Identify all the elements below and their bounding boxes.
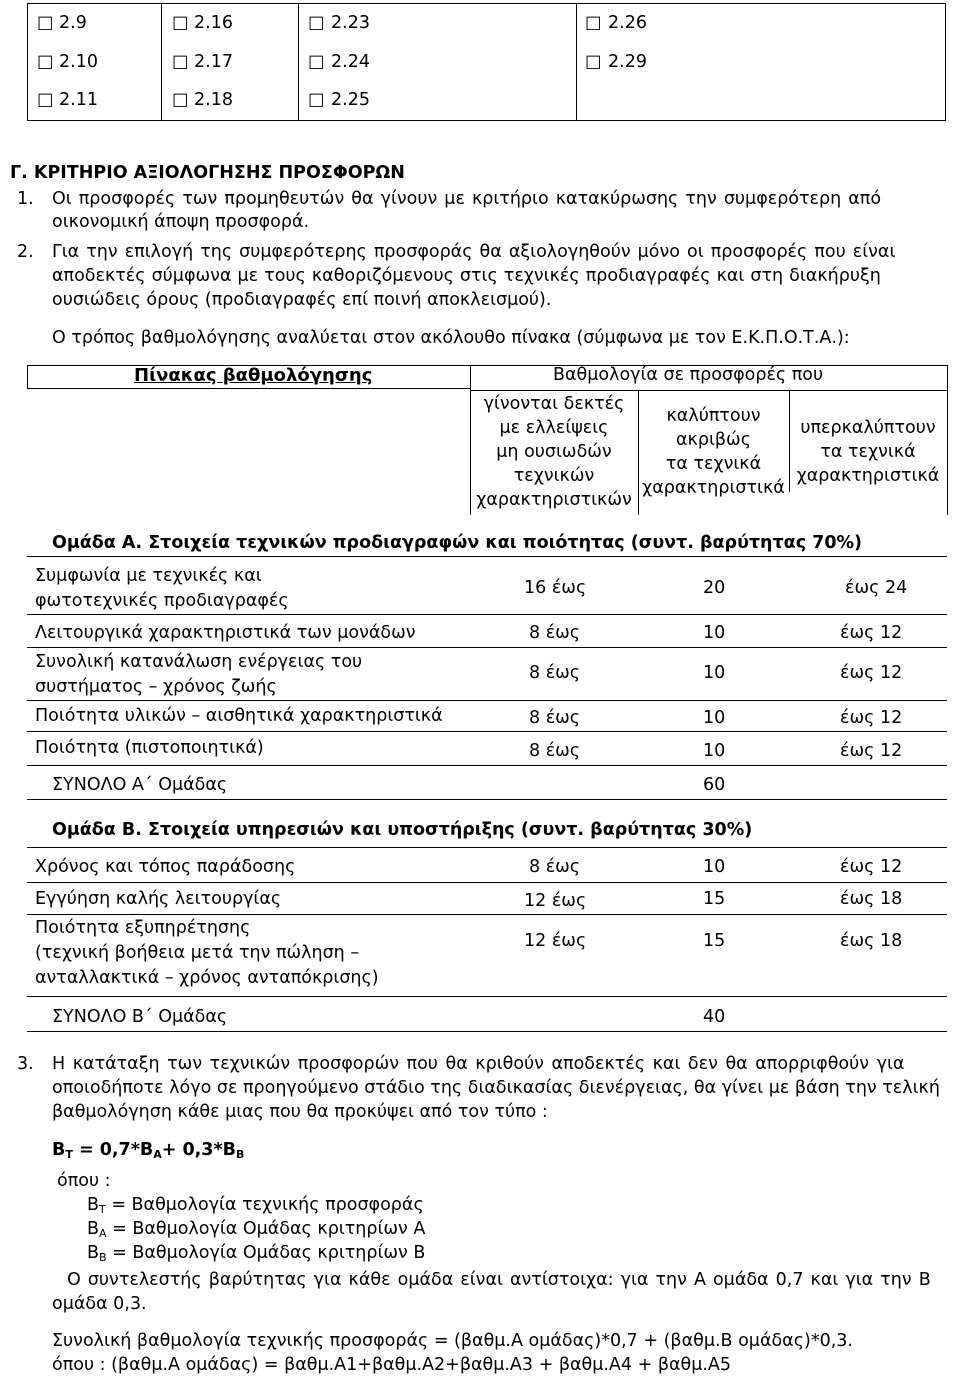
def-sub: B bbox=[99, 1251, 107, 1264]
coef-line2: ομάδα 0,3. bbox=[52, 1294, 147, 1314]
ref-cell: 2.10 bbox=[59, 52, 98, 72]
group-a-row-label: Ποιότητα (πιστοποιητικά) bbox=[35, 738, 264, 758]
group-b-row-label: ανταλλακτικά – χρόνος ανταπόκρισης) bbox=[35, 968, 379, 988]
ref-cell: 2.25 bbox=[331, 90, 370, 110]
ref-bullet: □ bbox=[172, 52, 189, 72]
score-group-header: Βαθμολογία σε προσφορές που bbox=[553, 365, 824, 385]
group-b-row-min: 12 έως bbox=[524, 891, 587, 911]
group-a-row-mid: 10 bbox=[703, 741, 726, 761]
group-a-title: Ομάδα Α. Στοιχεία τεχνικών προδιαγραφών και ποιότητας (συντ. βαρύτητας 70%) bbox=[52, 533, 863, 553]
col-header-accepted-with-deficiencies bbox=[470, 392, 638, 512]
col3-line: χαρακτηριστικά bbox=[796, 466, 940, 486]
group-b-total-label: ΣΥΝΟΛΟ Β΄ Ομάδας bbox=[52, 1007, 228, 1027]
group-a-row-min: 8 έως bbox=[529, 663, 581, 683]
col-header-over-covering bbox=[789, 416, 947, 488]
score-table-title: Πίνακας βαθμολόγησης bbox=[134, 365, 373, 386]
ref-bullet: □ bbox=[585, 52, 602, 72]
definition bbox=[87, 1195, 424, 1216]
formula-sub: T bbox=[65, 1148, 73, 1161]
group-a-row-mid: 20 bbox=[703, 578, 726, 598]
group-a-row-mid: 10 bbox=[703, 623, 726, 643]
p2-line1: Για την επιλογή της συμφερότερης προσφοράς θα αξιολογηθούν μόνο οι προσφορές που είναι bbox=[52, 242, 896, 262]
def-text: = Βαθμολογία Ομάδας κριτηρίων Α bbox=[106, 1219, 426, 1239]
formula-sub: B bbox=[235, 1148, 245, 1161]
s3-line2: οποιοδήποτε λόγο σε προηγούμενο στάδιο της διαδικασίας διενέργειας, θα γίνει με βάση την τελική bbox=[52, 1078, 940, 1098]
group-a-row-max: έως 12 bbox=[840, 708, 903, 728]
group-b-row-min: 12 έως bbox=[524, 931, 587, 951]
group-b-row-mid: 10 bbox=[703, 857, 726, 877]
group-b-row-max: έως 18 bbox=[840, 931, 903, 951]
def-sym: B bbox=[87, 1219, 100, 1239]
group-b-row-label: Ποιότητα εξυπηρέτησης bbox=[35, 918, 251, 938]
group-a-row-max: έως 12 bbox=[840, 663, 903, 683]
group-a-row-min: 16 έως bbox=[524, 578, 587, 598]
group-a-row-max: έως 12 bbox=[840, 741, 903, 761]
ref-cell: 2.29 bbox=[608, 52, 647, 72]
p2-line4: Ο τρόπος βαθμολόγησης αναλύεται στον ακόλουθο πίνακα (σύμφωνα με τον Ε.Κ.Π.Ο.Τ.Α.): bbox=[52, 328, 850, 348]
p2-line2: αποδεκτές σύμφωνα με τους καθοριζόμενους στις τεχνικές προδιαγραφές και στη διακήρυξη bbox=[52, 266, 881, 286]
col1-line: με ελλείψεις bbox=[499, 418, 609, 438]
col2-line: ακριβώς bbox=[676, 430, 751, 450]
ref-bullet: □ bbox=[308, 90, 325, 110]
group-b-row-mid: 15 bbox=[703, 889, 726, 909]
ref-bullet: □ bbox=[172, 90, 189, 110]
group-a-total-label: ΣΥΝΟΛΟ Α΄ Ομάδας bbox=[52, 775, 228, 795]
group-b-row-mid: 15 bbox=[703, 931, 726, 951]
group-b-row-label: Χρόνος και τόπος παράδοσης bbox=[35, 857, 296, 877]
coef-line1: Ο συντελεστής βαρύτητας για κάθε ομάδα είναι αντίστοιχα: για την Α ομάδα 0,7 και για την Β bbox=[67, 1270, 931, 1290]
def-sym: B bbox=[87, 1195, 100, 1215]
group-a-row-min: 8 έως bbox=[529, 741, 581, 761]
ref-bullet: □ bbox=[308, 13, 325, 33]
s3-line1: Η κατάταξη των τεχνικών προσφορών που θα κριθούν αποδεκτές και δεν θα απορριφθούν για bbox=[52, 1054, 905, 1074]
group-a-row-max: έως 12 bbox=[840, 623, 903, 643]
group-a-row-label: Ποιότητα υλικών – αισθητικά χαρακτηριστικά bbox=[35, 706, 443, 726]
formula-sub: A bbox=[153, 1148, 162, 1161]
col1-line: χαρακτηριστικών bbox=[476, 490, 632, 510]
formula bbox=[52, 1140, 244, 1161]
group-a-row-max: έως 24 bbox=[845, 578, 908, 598]
ref-bullet: □ bbox=[37, 90, 54, 110]
group-a-row-min: 8 έως bbox=[529, 623, 581, 643]
group-a-row-label: Λειτουργικά χαρακτηριστικά των μονάδων bbox=[35, 623, 416, 643]
group-a-total-value: 60 bbox=[703, 775, 726, 795]
ref-cell: 2.17 bbox=[194, 52, 233, 72]
p1-number: 1. bbox=[17, 189, 34, 209]
group-b-row-min: 8 έως bbox=[529, 857, 581, 877]
group-b-total-value: 40 bbox=[703, 1007, 726, 1027]
definition bbox=[87, 1219, 425, 1240]
group-b-row-max: έως 12 bbox=[840, 857, 903, 877]
ref-cell: 2.9 bbox=[59, 13, 87, 33]
col2-line: καλύπτουν bbox=[666, 406, 761, 426]
group-b-row-max: έως 18 bbox=[840, 889, 903, 909]
ref-cell: 2.23 bbox=[331, 13, 370, 33]
section-title: Γ. ΚΡΙΤΗΡΙΟ ΑΞΙΟΛΟΓΗΣΗΣ ΠΡΟΣΦΟΡΩΝ bbox=[10, 163, 405, 183]
def-sub: A bbox=[99, 1227, 107, 1240]
p2-number: 2. bbox=[17, 242, 34, 262]
s3-line3: βαθμολόγηση κάθε μιας που θα προκύψει από τον τύπο : bbox=[52, 1102, 548, 1122]
col1-line: γίνονται δεκτές bbox=[483, 394, 625, 414]
def-text: = Βαθμολογία Ομάδας κριτηρίων Β bbox=[106, 1243, 426, 1263]
ref-bullet: □ bbox=[308, 52, 325, 72]
ref-bullet: □ bbox=[172, 13, 189, 33]
s3-number: 3. bbox=[17, 1054, 34, 1074]
ref-cell: 2.26 bbox=[608, 13, 647, 33]
group-b-row-label: Εγγύηση καλής λειτουργίας bbox=[35, 889, 282, 909]
def-sub: T bbox=[99, 1203, 106, 1216]
col3-line: τα τεχνικά bbox=[820, 442, 916, 462]
formula-part: = 0,7*B bbox=[72, 1140, 154, 1160]
total-line: Συνολική βαθμολογία τεχνικής προσφοράς = (βαθμ.Α ομάδας)*0,7 + (βαθμ.Β ομάδας)*0,3. bbox=[52, 1331, 853, 1351]
col2-line: χαρακτηριστικά bbox=[642, 478, 785, 498]
formula-sym: B bbox=[52, 1140, 66, 1160]
ref-cell: 2.18 bbox=[194, 90, 233, 110]
ref-bullet: □ bbox=[585, 13, 602, 33]
definition bbox=[87, 1243, 425, 1264]
ref-bullet: □ bbox=[37, 52, 54, 72]
group-a-row-label: Συμφωνία με τεχνικές και bbox=[35, 566, 262, 586]
group-b-title: Ομάδα Β. Στοιχεία υπηρεσιών και υποστήριξης (συντ. βαρύτητας 30%) bbox=[52, 820, 753, 840]
group-a-row-mid: 10 bbox=[703, 663, 726, 683]
ref-cell: 2.24 bbox=[331, 52, 370, 72]
p2-line3: ουσιώδεις όρους (προδιαγραφές επί ποινή αποκλεισμού). bbox=[52, 290, 552, 310]
where-line: όπου : (βαθμ.Α ομάδας) = βαθμ.Α1+βαθμ.Α2+βαθμ.Α3 + βαθμ.Α4 + βαθμ.Α5 bbox=[52, 1355, 732, 1375]
p1-line2: οικονομική άποψη προσφορά. bbox=[52, 212, 310, 232]
formula-part: + 0,3*B bbox=[161, 1140, 236, 1160]
group-a-row-label: συστήματος – χρόνος ζωής bbox=[35, 677, 277, 697]
def-text: = Βαθμολογία τεχνικής προσφοράς bbox=[105, 1195, 424, 1215]
ref-cell: 2.11 bbox=[59, 90, 98, 110]
def-sym: B bbox=[87, 1243, 100, 1263]
ref-bullet: □ bbox=[37, 13, 54, 33]
group-a-row-label: φωτοτεχνικές προδιαγραφές bbox=[35, 591, 289, 611]
col3-line: υπερκαλύπτουν bbox=[800, 418, 936, 438]
where-label: όπου : bbox=[57, 1171, 111, 1191]
group-a-row-min: 8 έως bbox=[529, 708, 581, 728]
group-a-row-label: Συνολική κατανάλωση ενέργειας του bbox=[35, 652, 363, 672]
group-a-row-mid: 10 bbox=[703, 708, 726, 728]
col2-line: τα τεχνικά bbox=[665, 454, 762, 474]
group-b-row-label: (τεχνική βοήθεια μετά την πώληση – bbox=[35, 943, 360, 963]
col-header-exactly-covering bbox=[638, 404, 789, 500]
col1-line: τεχνικών bbox=[513, 466, 595, 486]
ref-cell: 2.16 bbox=[194, 13, 233, 33]
p1-line1: Οι προσφορές των προμηθευτών θα γίνουν με κριτήριο κατακύρωσης την συμφερότερη από bbox=[52, 189, 882, 209]
col1-line: μη ουσιωδών bbox=[496, 442, 612, 462]
